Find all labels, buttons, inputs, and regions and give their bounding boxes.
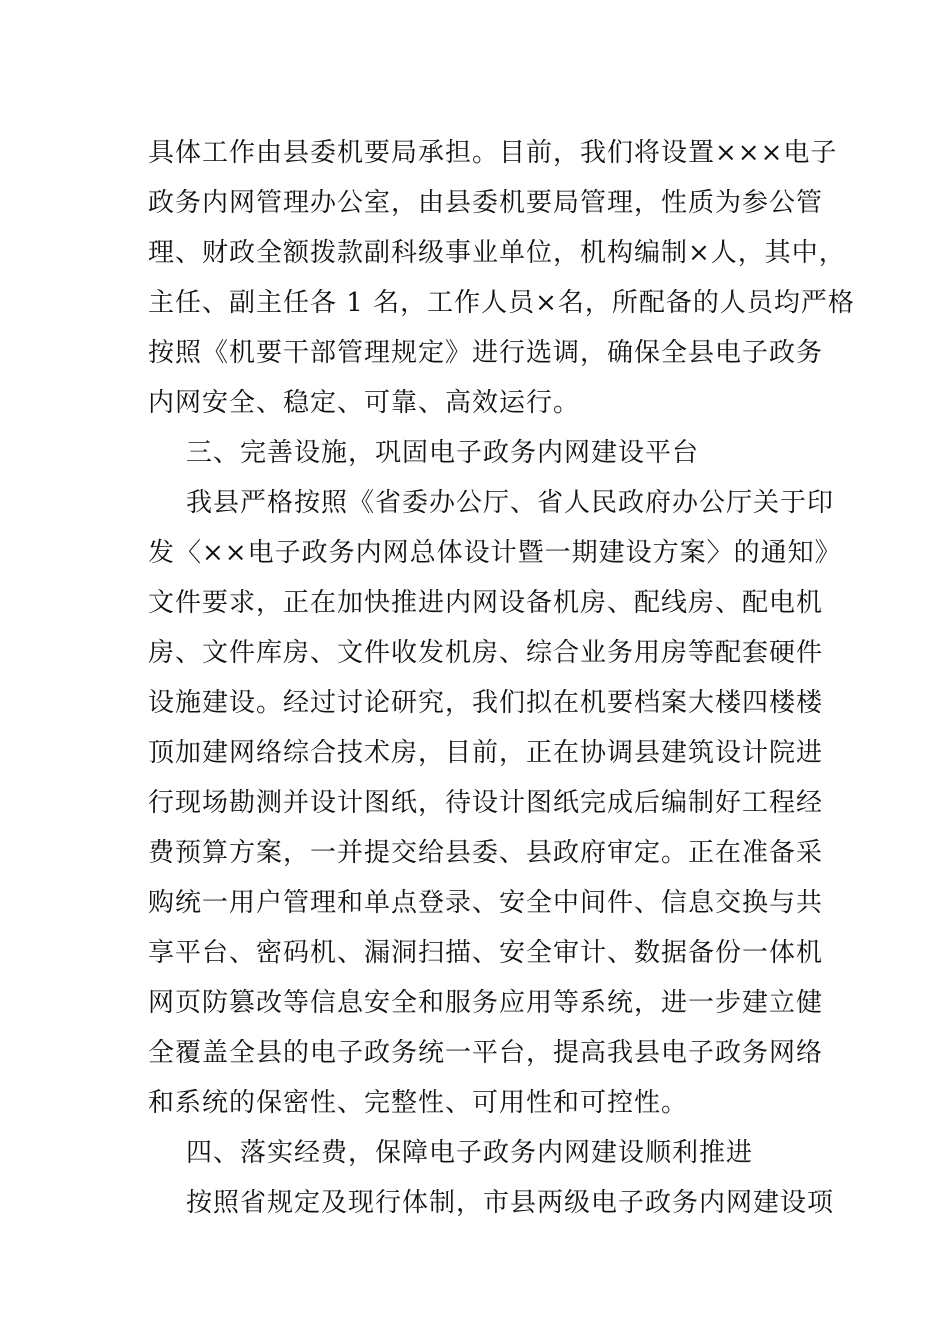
paragraph-line: 文件要求，正在加快推进内网设备机房、配线房、配电机 — [148, 588, 824, 618]
paragraph-line: 发〈××电子政务内网总体设计暨一期建设方案〉的通知》 — [148, 538, 842, 568]
paragraph-line: 顶加建网络综合技术房，目前，正在协调县建筑设计院进 — [148, 738, 824, 768]
paragraph-line: 具体工作由县委机要局承担。目前，我们将设置×××电子 — [148, 138, 838, 168]
paragraph-line: 房、文件库房、文件收发机房、综合业务用房等配套硬件 — [148, 638, 824, 668]
paragraph-line: 费预算方案，一并提交给县委、县政府审定。正在准备采 — [148, 838, 824, 868]
paragraph-line: 理、财政全额拨款副科级事业单位，机构编制×人，其中， — [148, 238, 846, 268]
paragraph-line: 按照省规定及现行体制，市县两级电子政务内网建设项 — [186, 1188, 835, 1218]
paragraph-line: 和系统的保密性、完整性、可用性和可控性。 — [148, 1088, 689, 1118]
paragraph-line: 全覆盖全县的电子政务统一平台，提高我县电子政务网络 — [148, 1038, 824, 1068]
section-heading-3: 三、完善设施，巩固电子政务内网建设平台 — [186, 438, 700, 468]
paragraph-line: 主任、副主任各 1 名，工作人员×名，所配备的人员均严格 — [148, 288, 855, 318]
paragraph-line: 按照《机要干部管理规定》进行选调，确保全县电子政务 — [148, 338, 824, 368]
paragraph-line: 网页防篡改等信息安全和服务应用等系统，进一步建立健 — [148, 988, 824, 1018]
paragraph-line: 购统一用户管理和单点登录、安全中间件、信息交换与共 — [148, 888, 824, 918]
paragraph-line: 行现场勘测并设计图纸，待设计图纸完成后编制好工程经 — [148, 788, 824, 818]
body-text — [148, 128, 855, 1228]
paragraph-line: 我县严格按照《省委办公厅、省人民政府办公厅关于印 — [186, 488, 835, 518]
section-heading-4: 四、落实经费，保障电子政务内网建设顺利推进 — [186, 1138, 754, 1168]
paragraph-line: 政务内网管理办公室，由县委机要局管理，性质为参公管 — [148, 188, 824, 218]
paragraph-line: 内网安全、稳定、可靠、高效运行。 — [148, 388, 581, 418]
paragraph-line: 享平台、密码机、漏洞扫描、安全审计、数据备份一体机 — [148, 938, 824, 968]
paragraph-line: 设施建设。经过讨论研究，我们拟在机要档案大楼四楼楼 — [148, 688, 824, 718]
